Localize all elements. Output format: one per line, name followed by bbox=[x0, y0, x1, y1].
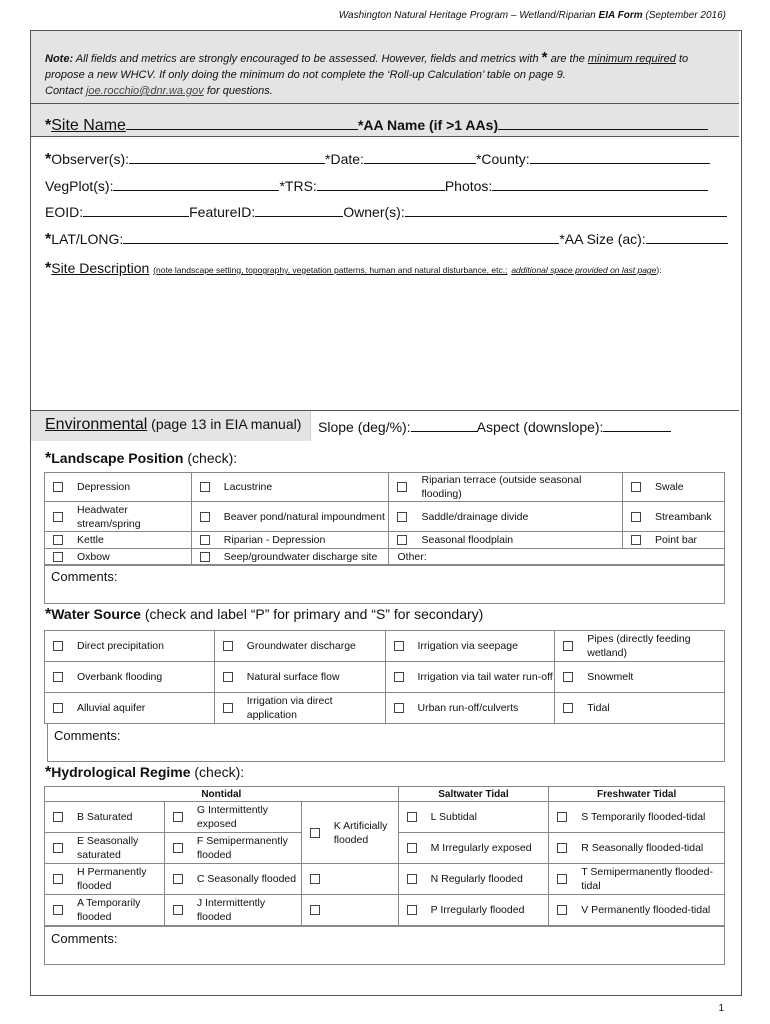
eoid-input[interactable] bbox=[83, 203, 189, 217]
hydro-header-nontidal: Nontidal bbox=[45, 787, 399, 802]
trs-input[interactable] bbox=[317, 177, 445, 191]
landscape-beaver-pond[interactable]: Beaver pond/natural impoundment bbox=[192, 510, 389, 524]
hydro-header-freshwater: Freshwater Tidal bbox=[549, 787, 725, 802]
county-input[interactable] bbox=[530, 150, 710, 164]
landscape-title: *Landscape Position (check): bbox=[45, 450, 238, 467]
vegplot-row: VegPlot(s): *TRS: Photos: bbox=[45, 177, 708, 194]
hydro-c-seasonally-flooded[interactable]: C Seasonally flooded bbox=[165, 872, 301, 886]
owner-input[interactable] bbox=[405, 203, 727, 217]
slope-input[interactable] bbox=[411, 418, 477, 432]
water-urban-runoff[interactable]: Urban run-off/culverts bbox=[386, 701, 555, 715]
site-desc-area[interactable] bbox=[40, 282, 730, 406]
landscape-point-bar[interactable]: Point bar bbox=[623, 533, 724, 547]
hydro-k-artificially-flooded[interactable]: K Artificially flooded bbox=[302, 819, 398, 847]
water-surface-flow[interactable]: Natural surface flow bbox=[215, 670, 385, 684]
water-snowmelt[interactable]: Snowmelt bbox=[555, 670, 724, 684]
hydro-n-regularly-flooded[interactable]: N Regularly flooded bbox=[399, 872, 549, 886]
hydro-v-permanently-tidal[interactable]: V Permanently flooded-tidal bbox=[549, 903, 724, 917]
hydro-p-irregularly-flooded[interactable]: P Irregularly flooded bbox=[399, 903, 549, 917]
hydro-j-intermittently-flooded[interactable]: J Intermittently flooded bbox=[165, 896, 301, 924]
hydro-title: *Hydrological Regime (check): bbox=[45, 764, 245, 781]
hydro-h-permanently-flooded[interactable]: H Permanently flooded bbox=[45, 865, 164, 893]
date-input[interactable] bbox=[364, 150, 476, 164]
hydro-e-seasonally-saturated[interactable]: E Seasonally saturated bbox=[45, 834, 164, 862]
aa-size-input[interactable] bbox=[646, 230, 728, 244]
site-desc-row: *Site Description (note landscape setting, topography, vegetation patterns, human and natural disturbance, etc.; additional space provided on last page): bbox=[45, 260, 662, 277]
hydro-t-semipermanently-tidal[interactable]: T Semipermanently flooded-tidal bbox=[549, 865, 724, 893]
hydro-s-temporarily-tidal[interactable]: S Temporarily flooded-tidal bbox=[549, 810, 724, 824]
page-header: Washington Natural Heritage Program – Wetland/Riparian EIA Form (September 2016) bbox=[338, 10, 726, 21]
hydro-g-intermittently-exposed[interactable]: G Intermittently exposed bbox=[165, 803, 301, 831]
latlong-input[interactable] bbox=[123, 230, 559, 244]
hydro-r-seasonally-tidal[interactable]: R Seasonally flooded-tidal bbox=[549, 841, 724, 855]
environmental-divider bbox=[310, 410, 739, 411]
latlong-row: *LAT/LONG: *AA Size (ac): bbox=[45, 230, 728, 249]
aa-name-input[interactable] bbox=[498, 116, 708, 130]
slope-aspect-row: Slope (deg/%): Aspect (downslope): bbox=[318, 418, 671, 435]
water-direct-application[interactable]: Irrigation via direct application bbox=[215, 694, 385, 722]
site-name-input[interactable] bbox=[126, 116, 358, 130]
landscape-lacustrine[interactable]: Lacustrine bbox=[192, 480, 389, 494]
hydro-blank-checkbox-1[interactable] bbox=[302, 874, 398, 884]
aspect-input[interactable] bbox=[603, 418, 671, 432]
site-name-row: *Site Name *AA Name (if >1 AAs) bbox=[45, 116, 708, 135]
water-table bbox=[44, 630, 725, 724]
landscape-oxbow[interactable]: Oxbow bbox=[45, 550, 191, 564]
water-comments[interactable]: Comments: bbox=[47, 723, 725, 762]
landscape-streambank[interactable]: Streambank bbox=[623, 510, 724, 524]
landscape-table bbox=[44, 472, 725, 566]
landscape-depression[interactable]: Depression bbox=[45, 480, 191, 494]
hydro-b-saturated[interactable]: B Saturated bbox=[45, 810, 164, 824]
observer-input[interactable] bbox=[129, 150, 325, 164]
eoid-row: EOID: FeatureID: Owner(s): bbox=[45, 203, 727, 220]
hydro-a-temporarily-flooded[interactable]: A Temporarily flooded bbox=[45, 896, 164, 924]
water-tidal[interactable]: Tidal bbox=[555, 701, 724, 715]
hydro-table bbox=[44, 786, 725, 926]
photos-input[interactable] bbox=[492, 177, 708, 191]
landscape-headwater[interactable]: Headwater stream/spring bbox=[45, 503, 191, 531]
water-overbank[interactable]: Overbank flooding bbox=[45, 670, 214, 684]
water-pipes[interactable]: Pipes (directly feeding wetland) bbox=[555, 632, 724, 660]
water-irrigation-seepage[interactable]: Irrigation via seepage bbox=[386, 639, 555, 653]
water-alluvial[interactable]: Alluvial aquifer bbox=[45, 701, 214, 715]
landscape-riparian-terrace[interactable]: Riparian terrace (outside seasonal flooding) bbox=[389, 473, 622, 501]
landscape-riparian-depression[interactable]: Riparian - Depression bbox=[192, 533, 389, 547]
hydro-m-irregularly-exposed[interactable]: M Irregularly exposed bbox=[399, 841, 549, 855]
featureid-input[interactable] bbox=[255, 203, 343, 217]
hydro-f-semipermanently-flooded[interactable]: F Semipermanently flooded bbox=[165, 834, 301, 862]
landscape-seep[interactable]: Seep/groundwater discharge site bbox=[192, 550, 389, 564]
water-tail-water[interactable]: Irrigation via tail water run-off bbox=[386, 670, 555, 684]
hydro-l-subtidal[interactable]: L Subtidal bbox=[399, 810, 549, 824]
page-number: 1 bbox=[718, 1003, 724, 1014]
water-title: *Water Source (check and label “P” for primary and “S” for secondary) bbox=[45, 606, 484, 623]
hydro-comments[interactable]: Comments: bbox=[44, 926, 725, 965]
note-text: Note: All fields and metrics are strongly encouraged to be assessed. However, fields and metrics with * are the minimum required to propose a new WHCV. If only doing the minimum do not complete the ‘Roll-up Calculation’ table on page 9. Contact joe.rocchio@dnr.wa.gov for questions. bbox=[45, 49, 689, 97]
landscape-seasonal-floodplain[interactable]: Seasonal floodplain bbox=[389, 533, 622, 547]
landscape-saddle[interactable]: Saddle/drainage divide bbox=[389, 510, 622, 524]
landscape-comments[interactable]: Comments: bbox=[44, 564, 725, 604]
landscape-swale[interactable]: Swale bbox=[623, 480, 724, 494]
email-link[interactable]: joe.rocchio@dnr.wa.gov bbox=[85, 85, 204, 97]
observer-row: *Observer(s): *Date: *County: bbox=[45, 150, 710, 169]
hydro-blank-checkbox-2[interactable] bbox=[302, 905, 398, 915]
landscape-kettle[interactable]: Kettle bbox=[45, 533, 191, 547]
water-direct-precipitation[interactable]: Direct precipitation bbox=[45, 639, 214, 653]
environmental-row: Environmental (page 13 in EIA manual) bbox=[45, 416, 302, 433]
landscape-other[interactable]: Other: bbox=[397, 551, 427, 563]
water-groundwater[interactable]: Groundwater discharge bbox=[215, 639, 385, 653]
hydro-header-saltwater: Saltwater Tidal bbox=[398, 787, 549, 802]
vegplot-input[interactable] bbox=[113, 177, 279, 191]
